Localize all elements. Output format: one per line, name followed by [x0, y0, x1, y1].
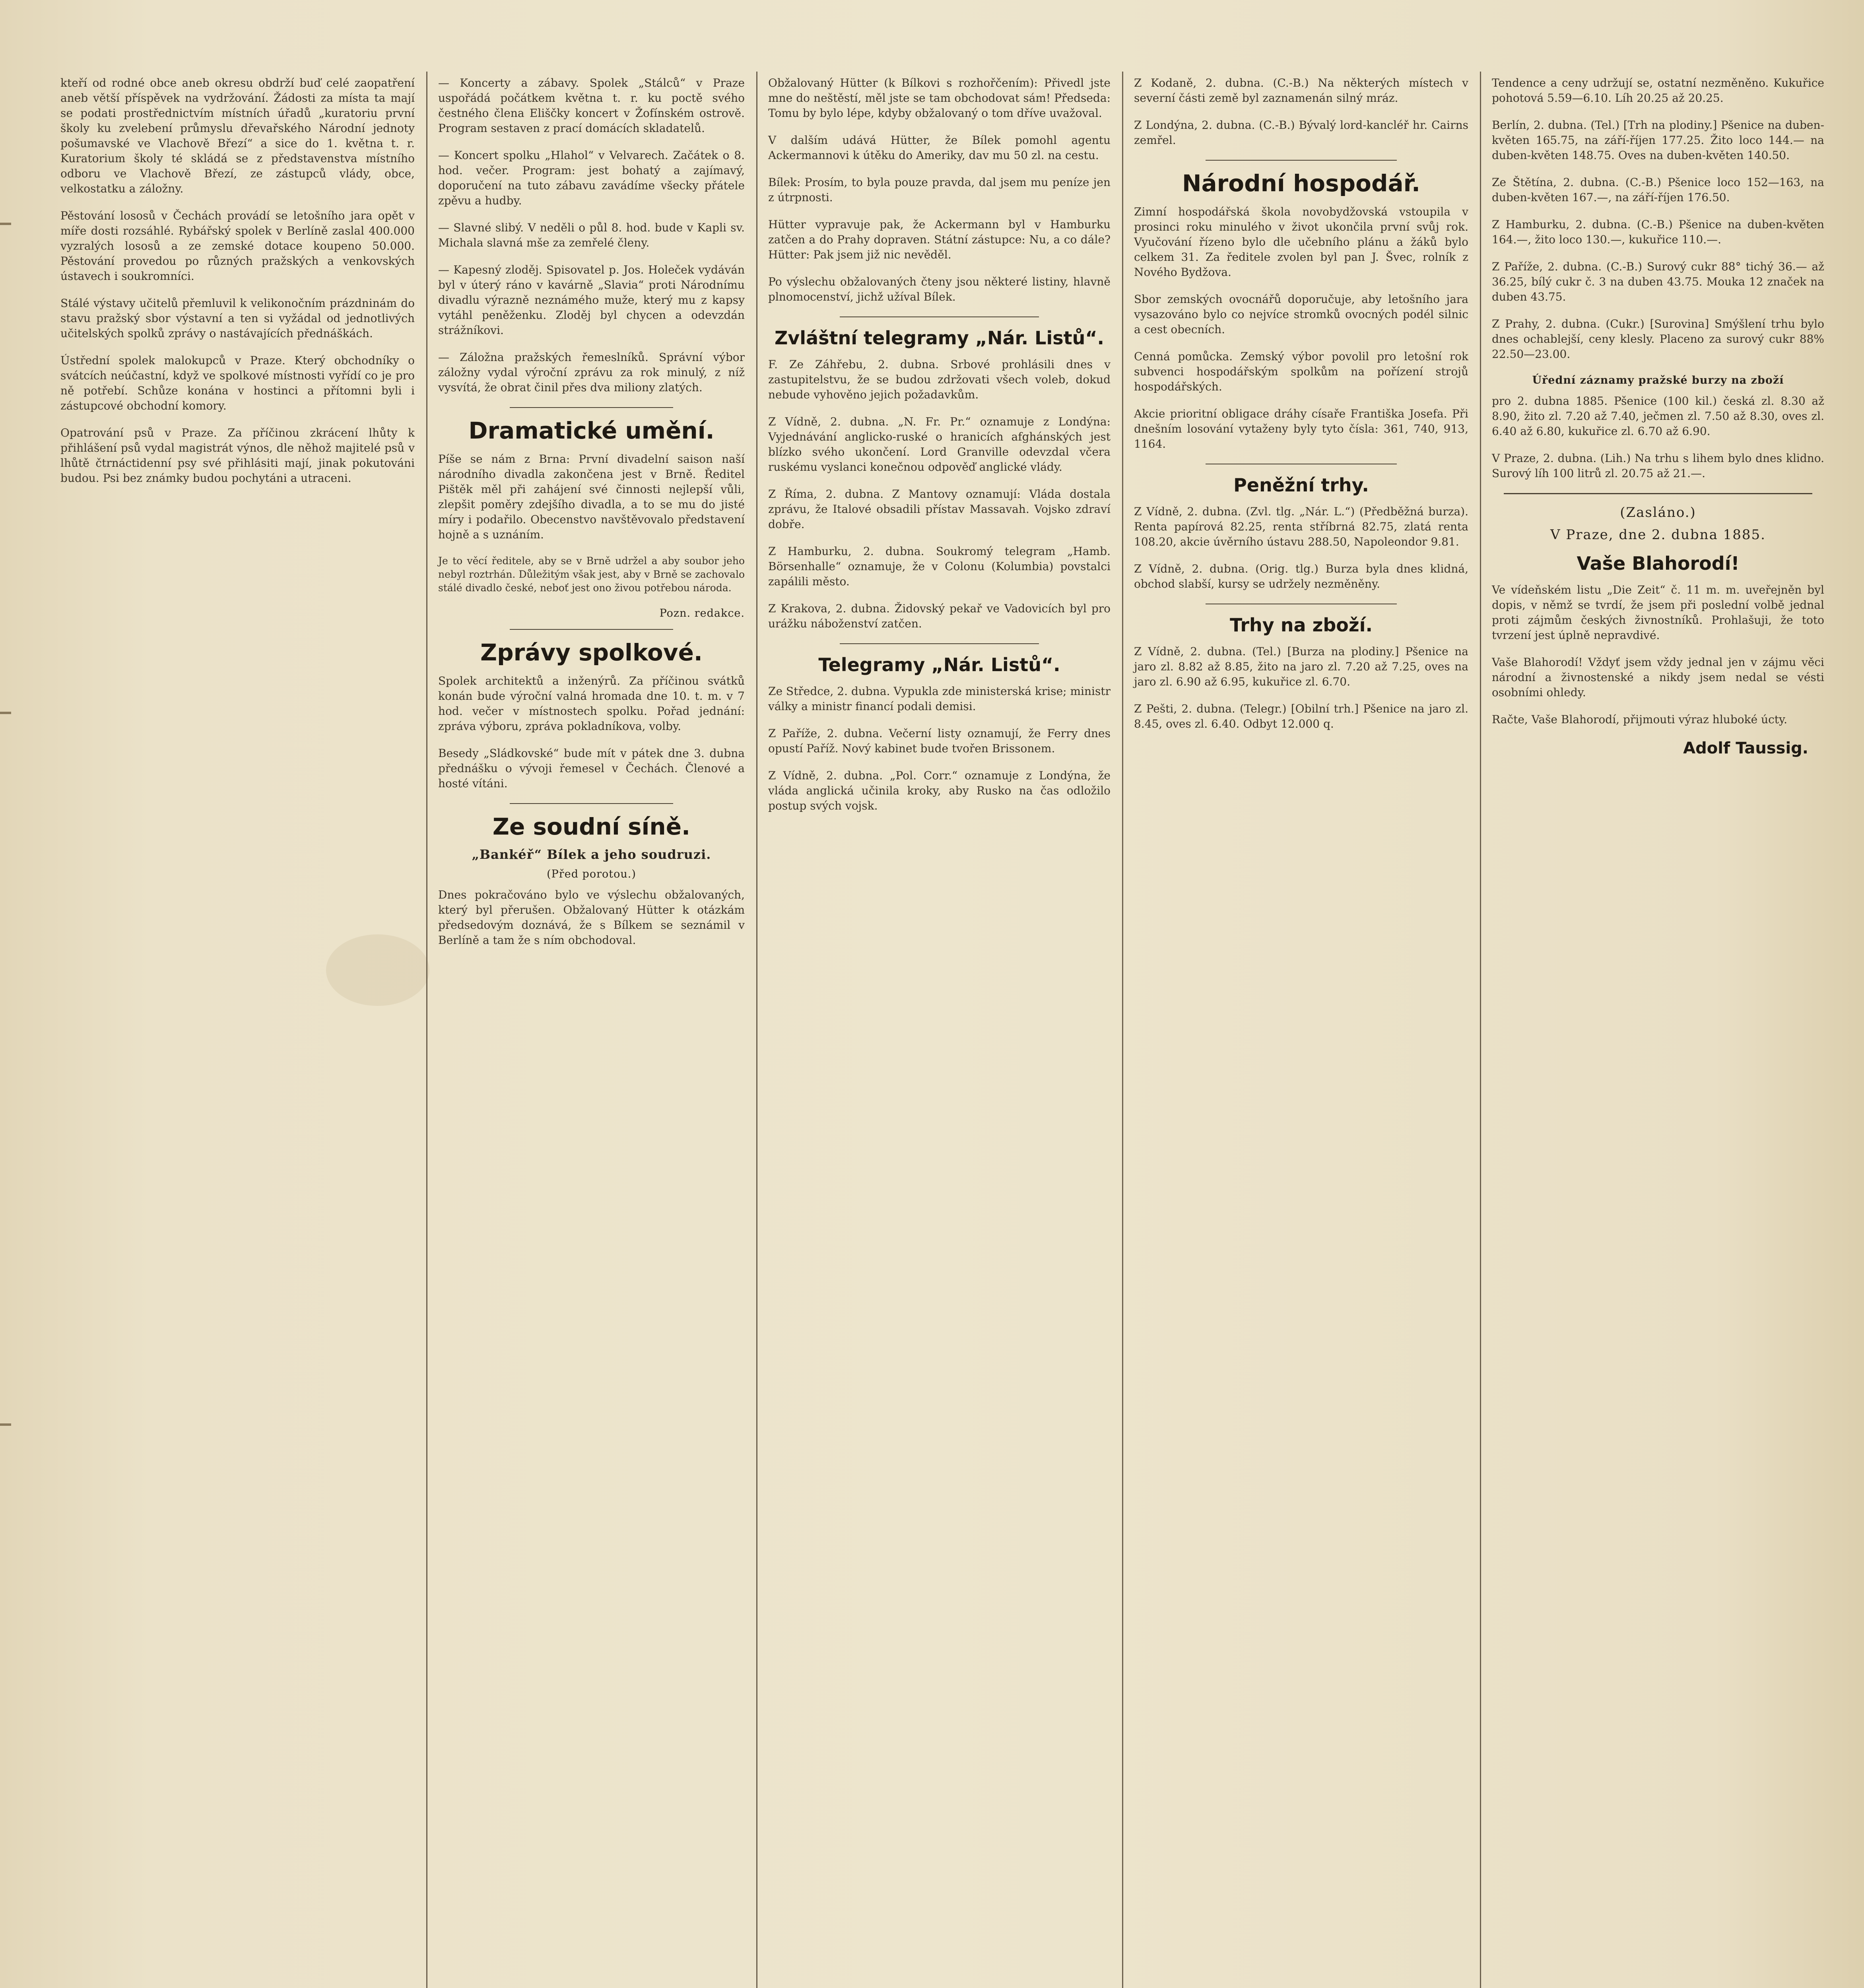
divider: [510, 407, 673, 408]
section-headline-trhy-zbozi: Trhy na zboží.: [1230, 614, 1373, 636]
divider: [1206, 160, 1397, 161]
paragraph: Hütter vypravuje pak, že Ackermann byl v Hamburku zatčen a do Prahy dopraven. Státní zástupce: Nu, a co dále? Hütter: Pak jsem již nic nevěděl.: [768, 218, 1111, 261]
paragraph: Z Vídně, 2. dubna. (Orig. tlg.) Burza byla dnes klidná, obchod slabší, kursy se udržely nezměněny.: [1134, 562, 1468, 590]
paragraph: — Koncert spolku „Hlahol“ v Velvarech. Začátek o 8. hod. večer. Program: jest bohatý a zajímavý, doporučení na tuto zábavu zavádíme všecky přátele zpěvu a hudby.: [438, 149, 745, 207]
paragraph: V Praze, 2. dubna. (Lih.) Na trhu s lihem bylo dnes klidno. Surový líh 100 litrů zl. 20.75 až 21.—.: [1492, 452, 1824, 480]
section-label: (Zasláno.): [1620, 505, 1696, 520]
edge-mark: [0, 712, 11, 714]
telegram-item: Z Vídně, 2. dubna. „N. Fr. Pr.“ oznamuje z Londýna: Vyjednávání anglicko-ruské o hranicích afghánských jest blízko svého ukončení. Lord Granville odevzdal včera ruskému vyslanci konečnou odpověď anglické vlády.: [768, 415, 1111, 474]
paragraph: Berlín, 2. dubna. (Tel.) [Trh na plodiny.] Pšenice na duben-květen 165.75, na září-říjen 177.25. Žito loco 144.— na duben-květen 148.75. Oves na duben-květen 140.50.: [1492, 118, 1824, 162]
paragraph: Zimní hospodářská škola novobydžovská vstoupila v prosinci roku minulého v život ukončila první svůj rok. Vyučování řízeno bylo dle učebního plánu a žáků bylo celkem 31. Za ředitele zvolen byl pan J. Švec, rolník z Nového Bydžova.: [1134, 205, 1468, 279]
column-2: [429, 76, 753, 1988]
letter-salutation: Vaše Blahorodí!: [1577, 553, 1740, 574]
telegram-item: Z Londýna, 2. dubna. (C.-B.) Bývalý lord-kancléř hr. Cairns zemřel.: [1134, 118, 1468, 147]
paragraph: Vaše Blahorodí! Vždyť jsem vždy jednal jen v zájmu věci národní a živnostenské a nikdy jsem nedal se vésti osobními ohledy.: [1492, 656, 1824, 699]
section-headline-spolky: Zprávy spolkové.: [480, 639, 703, 666]
paragraph: — Slavné slibý. V neděli o půl 8. hod. bude v Kapli sv. Michala slavná mše za zemřelé členy.: [438, 221, 745, 249]
paragraph: Sbor zemských ovocnářů doporučuje, aby letošního jara vysazováno bylo co nejvíce stromků ovocných podél silnic a cest obecních.: [1134, 293, 1468, 336]
article-subtitle: (Před porotou.): [547, 868, 636, 880]
editor-note: Pozn. redakce.: [659, 607, 745, 619]
edge-mark: [0, 223, 11, 225]
paragraph: Z Vídně, 2. dubna. (Zvl. tlg. „Nár. L.“) (Předběžná burza). Renta papírová 82.25, renta stříbrná 82.75, zlatá renta 108.20, akcie úvěrního ústavu 288.50, Napoleondor 9.81.: [1134, 505, 1468, 548]
letter-signature: Adolf Taussig.: [1683, 739, 1808, 757]
paragraph: Je to věcí ředitele, aby se v Brně udržel a aby soubor jeho nebyl roztrhán. Důležitým však jest, aby v Brně se zachovalo stálé divadlo české, neboť jest ono živou potřebou národa.: [438, 555, 745, 594]
column-3: [759, 76, 1119, 1988]
paragraph: kteří od rodné obce aneb okresu obdrží buď celé zaopatření aneb větší příspěvek na vydržování. Žádosti za místa ta mají se podati prostřednictvím místních úřadů „kuratoriu první školy ku zvelebení průmyslu dřevařského Národní jednoty pošumavské ve Vlachově Březí“ a sice do 1. května t. r. Kuratorium školy té skládá se z představenstva místního odboru ve Vlachově Březí, ze zástupců vlády, obce, velkostatku a záložny.: [60, 76, 415, 195]
section-headline-telegrams-2: Telegramy „Nár. Listů“.: [818, 654, 1060, 676]
telegram-item: Z Vídně, 2. dubna. „Pol. Corr.“ oznamuje z Londýna, že vláda anglická učinila kroky, aby Rusko na čas odložilo postup svých vojsk.: [768, 769, 1111, 812]
section-headline-penezni-trhy: Peněžní trhy.: [1233, 474, 1369, 496]
divider: [510, 803, 673, 804]
divider: [840, 643, 1039, 644]
column-1: [52, 76, 423, 1988]
paragraph: Cenná pomůcka. Zemský výbor povolil pro letošní rok subvenci hospodářským spolkům na pořízení strojů hospodářských.: [1134, 350, 1468, 393]
divider: [840, 316, 1039, 317]
paragraph: pro 2. dubna 1885. Pšenice (100 kil.) česká zl. 8.30 až 8.90, žito zl. 7.20 až 7.40, ječmen zl. 7.50 až 8.30, oves zl. 6.40 až 6.80, kukuřice zl. 6.70 až 6.90.: [1492, 394, 1824, 438]
telegram-item: F. Ze Záhřebu, 2. dubna. Srbové prohlásili dnes v zastupitelstvu, že se budou zdržovati všech voleb, dokud nebude vyhověno jejich požadavkům.: [768, 358, 1111, 401]
section-headline-soud: Ze soudní síně.: [492, 813, 691, 840]
paragraph: Bílek: Prosím, to byla pouze pravda, dal jsem mu peníze jen z útrpnosti.: [768, 176, 1111, 204]
paragraph: Račte, Vaše Blahorodí, přijmouti výraz hluboké úcty.: [1492, 713, 1788, 726]
column-rule: [1122, 72, 1123, 1988]
paragraph: Tendence a ceny udržují se, ostatní nezměněno. Kukuřice pohotová 5.59—6.10. Líh 20.25 až 20.25.: [1492, 76, 1824, 105]
column-rule: [756, 72, 757, 1988]
section-headline-hospodar: Národní hospodář.: [1182, 170, 1421, 197]
paragraph: — Záložna pražských řemeslníků. Správní výbor záložny vydal výroční zprávu za rok minulý, z níž vysvítá, že obrat činil přes dva miliony zlatých.: [438, 351, 745, 394]
paragraph: Spolek architektů a inženýrů. Za příčinou svátků konán bude výroční valná hromada dne 10. t. m. v 7 hod. večer v místnostech spolku. Pořad jednání: zpráva výboru, zpráva pokladníkova, volby.: [438, 674, 745, 733]
article-title: „Bankéř“ Bílek a jeho soudruzi.: [472, 847, 711, 862]
paragraph: Z Paříže, 2. dubna. (C.-B.) Surový cukr 88° tichý 36.— až 36.25, bílý cukr č. 3 na duben 43.75. Mouka 12 značek na duben 43.75.: [1492, 260, 1824, 303]
paragraph: Ve vídeňském listu „Die Zeit“ č. 11 m. m. uveřejněn byl dopis, v němž se tvrdí, že jsem při poslední volbě jednal proti zájmům českých živnostníků. Prohlašuji, že toto tvrzení jest úplně nepravdivé.: [1492, 583, 1824, 642]
column-rule: [1480, 72, 1481, 1988]
paragraph: Z Hamburku, 2. dubna. (C.-B.) Pšenice na duben-květen 164.—, žito loco 130.—, kukuřice 110.—.: [1492, 218, 1824, 246]
paragraph: Z Vídně, 2. dubna. (Tel.) [Burza na plodiny.] Pšenice na jaro zl. 8.82 až 8.85, žito na jaro zl. 7.20 až 7.25, oves na jaro zl. 6.90 až 6.95, kukuřice zl. 6.70.: [1134, 645, 1468, 688]
column-rule: [426, 72, 427, 1988]
paragraph: Píše se nám z Brna: První divadelní saison naší národního divadla zakončena jest v Brně. Ředitel Pištěk měl při zahájení své činnosti nejlepší vůli, zlepšit poměry zdejšího divadla, a to se mu do jisté míry i podařilo. Obecenstvo navštěvovalo představení hojně a s uznáním.: [438, 452, 745, 541]
divider: [1504, 493, 1812, 494]
telegram-item: Z Paříže, 2. dubna. Večerní listy oznamují, že Ferry dnes opustí Paříž. Nový kabinet bude tvořen Brissonem.: [768, 727, 1111, 755]
divider: [510, 629, 673, 630]
paragraph: Po výslechu obžalovaných čteny jsou některé listiny, hlavně plnomocenství, jichž užíval Bílek.: [768, 275, 1111, 303]
section-headline-telegrams: Zvláštní telegramy „Nár. Listů“.: [774, 327, 1105, 349]
paragraph: Stálé výstavy učitelů přemluvil k velikonočním prázdninám do stavu pražský sbor výstavní a ten si vyžádal od jednotlivých učitelských spolků zprávy o nastávajících přednáškách.: [60, 297, 415, 340]
column-4: [1125, 76, 1477, 1988]
section-headline-drama: Dramatické umění.: [468, 417, 715, 444]
paragraph: Obžalovaný Hütter (k Bílkovi s rozhořčením): Přivedl jste mne do neštěstí, měl jste se tam obchodovat sám! Předseda: Tomu by bylo lépe, kdyby obžalovaný o tom dříve uvažoval.: [768, 76, 1111, 120]
edge-mark: [0, 1423, 11, 1426]
telegram-item: Z Krakova, 2. dubna. Židovský pekař ve Vadovicích byl pro urážku náboženství zatčen.: [768, 602, 1111, 630]
paragraph: Ze Štětína, 2. dubna. (C.-B.) Pšenice loco 152—163, na duben-květen 167.—, na září-říjen 176.50.: [1492, 176, 1824, 204]
telegram-item: Z Říma, 2. dubna. Z Mantovy oznamují: Vláda dostala zprávu, že Italové obsadili přístav Massavah. Vojsko zdraví dobře.: [768, 487, 1111, 531]
paragraph: Opatrování psů v Praze. Za příčinou zkrácení lhůty k přihlášení psů vydal magistrát výnos, dle něhož majitelé psů v lhůtě čtrnáctidenní psy své přihlásiti mají, jinak pokutováni budou. Psi bez známky budou pochytáni a utraceni.: [60, 426, 415, 485]
paragraph: V dalším udává Hütter, že Bílek pomohl agentu Ackermannovi k útěku do Ameriky, dav mu 50 zl. na cestu.: [768, 134, 1111, 162]
paragraph: Z Pešti, 2. dubna. (Telegr.) [Obilní trh.] Pšenice na jaro zl. 8.45, oves zl. 6.40. Odbyt 12.000 q.: [1134, 702, 1468, 730]
paragraph: Ústřední spolek malokupců v Praze. Který obchodníky o svátcích neúčastní, když ve spolkové místnosti vyřídí co je pro ně potřebí. Schůze konána v hostinci a přítomni byli i zástupcové obchodní komory.: [60, 354, 415, 412]
paragraph: Z Prahy, 2. dubna. (Cukr.) [Surovina] Smýšlení trhu bylo dnes ochablejší, ceny klesly. Placeno za surový cukr 88% 22.50—23.00.: [1492, 317, 1824, 361]
telegram-item: Z Kodaně, 2. dubna. (C.-B.) Na některých místech v severní části země byl zaznamenán silný mráz.: [1134, 76, 1468, 105]
paragraph: — Kapesný zloděj. Spisovatel p. Jos. Holeček vydáván byl v úterý ráno v kavárně „Slavia“ proti Národnímu divadlu výrazně neznámého muže, který mu z kapsy vytáhl peněženku. Zloděj byl chycen a odevzdán strážníkovi.: [438, 263, 745, 337]
section-headline-burza: Úřední záznamy pražské burzy na zboží: [1532, 374, 1784, 386]
telegram-item: Z Hamburku, 2. dubna. Soukromý telegram „Hamb. Börsenhalle“ oznamuje, že v Colonu (Kolumbia) povstalci zapálili město.: [768, 545, 1111, 588]
paragraph: Besedy „Sládkovské“ bude mít v pátek dne 3. dubna přednášku o vývoji řemesel v Čechách. Členové a hosté vítáni.: [438, 747, 745, 790]
date-line: V Praze, dne 2. dubna 1885.: [1550, 527, 1766, 543]
column-5: [1483, 76, 1833, 1988]
paragraph: Pěstování lososů v Čechách provádí se letošního jara opět v míře dosti rozsáhlé. Rybářský spolek v Berlíně zaslal 400.000 vyzralých lososů a ze zemské dotace koupeno 50.000. Pěstování provedou po různých pražských a venkovských ústavech i soukromníci.: [60, 209, 415, 283]
paragraph: — Koncerty a zábavy. Spolek „Stálců“ v Praze uspořádá počátkem května t. r. ku poctě svého čestného člena Eliščky koncert v Žofínském ostrově. Program sestaven z prací domácích skladatelů.: [438, 76, 745, 135]
paragraph: Akcie prioritní obligace dráhy císaře Františka Josefa. Při dnešním losování vytaženy byly tyto čísla: 361, 740, 913, 1164.: [1134, 407, 1468, 450]
telegram-item: Ze Středce, 2. dubna. Vypukla zde ministerská krise; ministr války a ministr financí podali demisi.: [768, 685, 1111, 713]
paragraph: Dnes pokračováno bylo ve výslechu obžalovaných, který byl přerušen. Obžalovaný Hütter k otázkám předsedovým doznává, že s Bílkem se seznámil v Berlíně a tam že s ním obchodoval.: [438, 888, 745, 947]
